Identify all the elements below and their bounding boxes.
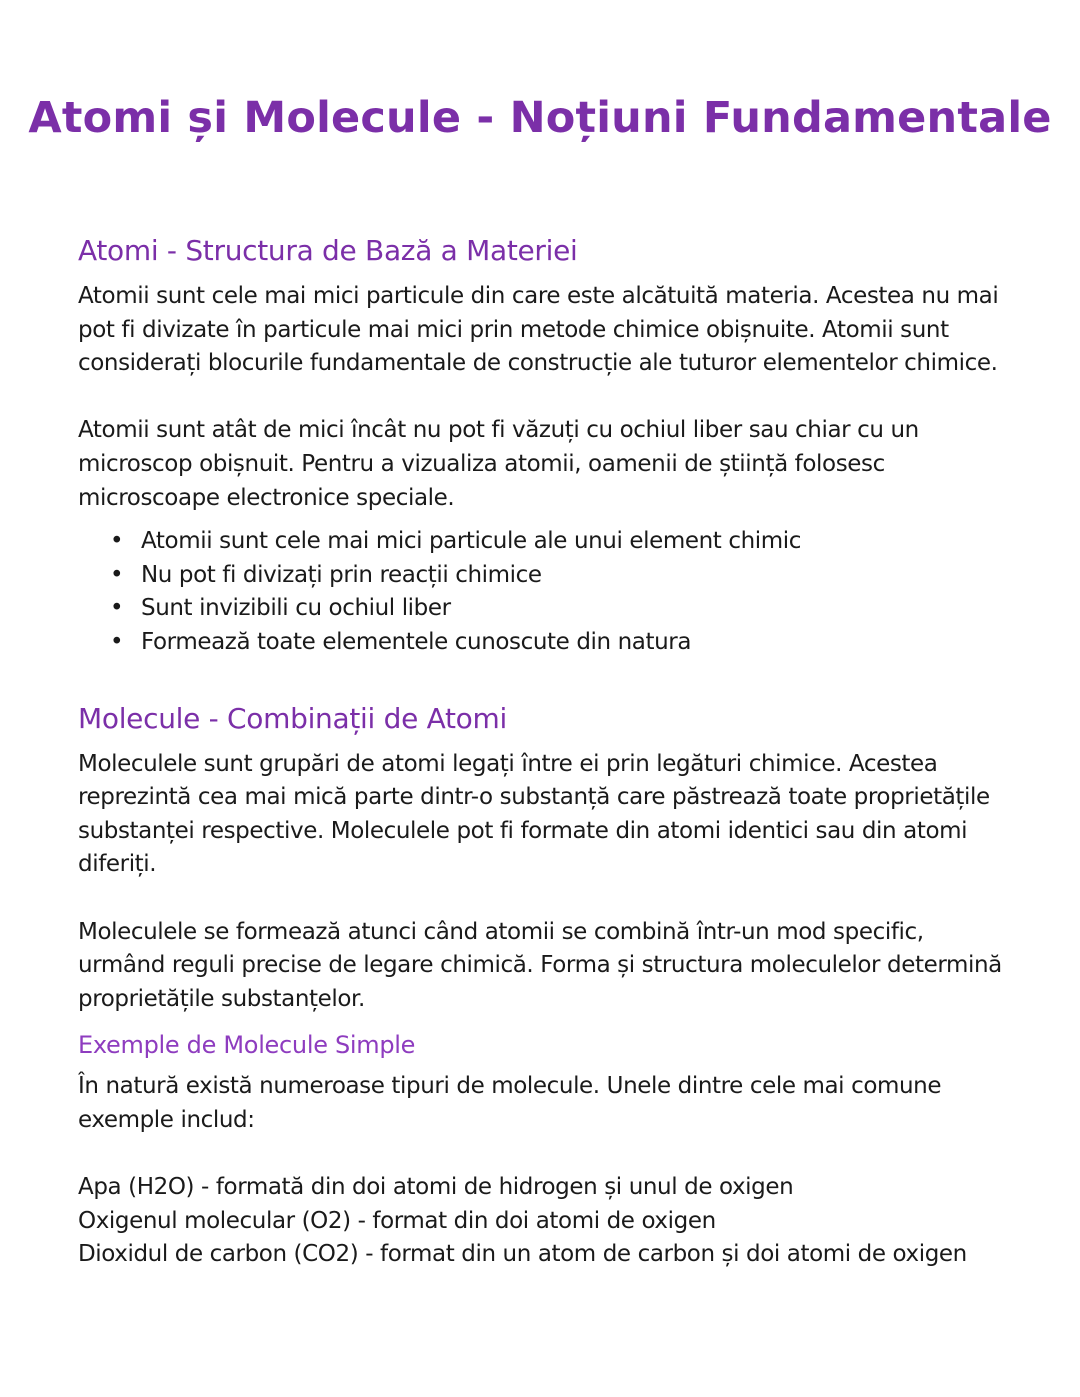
list-item: • Formează toate elementele cunoscute din natura	[110, 626, 1008, 660]
bullet-icon: •	[110, 595, 124, 622]
section-heading-atoms: Atomi - Structura de Bază a Materiei	[78, 234, 578, 267]
atoms-paragraph-1: Atomii sunt cele mai mici particule din care este alcătuită materia. Acestea nu mai pot fi divizate în particule mai mici prin metode chimice obișnuite. Atomii sunt considerați blocurile fundamentale de construcție ale tuturor elementelor chimice.	[78, 283, 999, 377]
page-title: Atomi și Molecule - Noțiuni Fundamentale	[28, 93, 1052, 143]
list-item: • Nu pot fi divizați prin reacții chimice	[110, 559, 1008, 593]
section-heading-molecules: Molecule - Combinații de Atomi	[78, 701, 507, 735]
bullet-icon: •	[110, 628, 124, 655]
bullet-icon: •	[110, 561, 124, 588]
example-line-co2: Dioxidul de carbon (CO2) - format din un atom de carbon și doi atomi de oxigen	[78, 1241, 967, 1268]
list-item: • Sunt invizibili cu ochiul liber	[110, 592, 1008, 626]
molecules-paragraph-2: Moleculele se formează atunci când atomii se combină într-un mod specific, urmând reguli precise de legare chimică. Forma și structura moleculelor determină proprietățile substanțelor.	[78, 918, 1002, 1012]
section-atoms	[78, 232, 1008, 660]
example-line-water: Apa (H2O) - formată din doi atomi de hidrogen și unul de oxigen	[78, 1174, 794, 1201]
example-line-oxygen: Oxigenul molecular (O2) - format din doi atomi de oxigen	[78, 1207, 716, 1234]
list-item: • Atomii sunt cele mai mici particule ale unui element chimic	[110, 525, 1008, 559]
molecules-paragraph-1: Moleculele sunt grupări de atomi legați între ei prin legături chimice. Acestea reprezintă cea mai mică parte dintr-o substanță care păstrează toate proprietățile substanței respective. Moleculele pot fi formate din atomi identici sau din atomi diferiți.	[78, 750, 990, 878]
section-molecules	[78, 700, 1008, 1272]
bullet-icon: •	[110, 528, 124, 555]
subheading-examples: Exemple de Molecule Simple	[78, 1031, 416, 1060]
atoms-bullet-list	[78, 525, 1008, 659]
examples-intro: În natură există numeroase tipuri de molecule. Unele dintre cele mai comune exemple includ:	[78, 1073, 942, 1133]
atoms-paragraph-2: Atomii sunt atât de mici încât nu pot fi văzuți cu ochiul liber sau chiar cu un microscop obișnuit. Pentru a vizualiza atomii, oamenii de știință folosesc microscoape electronice speciale.	[78, 417, 919, 511]
document-content	[78, 232, 1008, 1272]
